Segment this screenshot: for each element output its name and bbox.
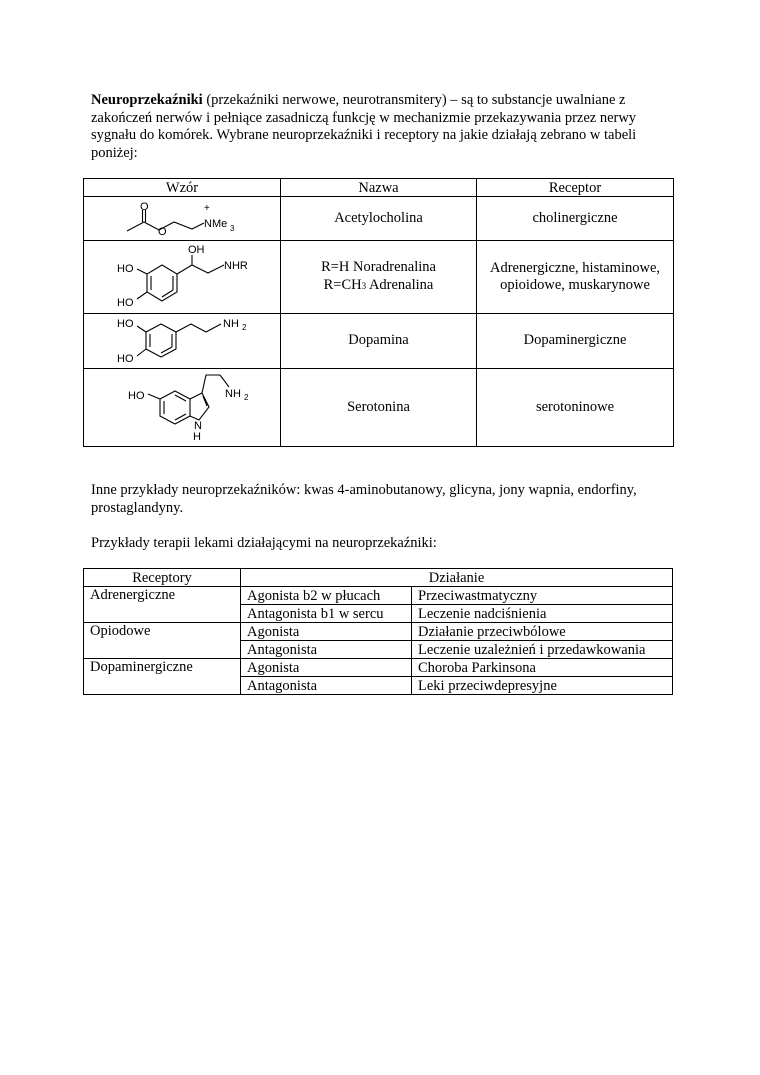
name-line-2-suffix: Adrenalina [366, 276, 434, 293]
formula-acetylcholine [84, 197, 281, 241]
formula-noradrenaline [84, 241, 281, 314]
svg-text:O: O [158, 226, 167, 238]
intro-term: Neuroprzekaźniki [91, 92, 203, 108]
name-cell: Acetylocholina [281, 197, 477, 241]
agent-cell: Agonista [241, 623, 412, 641]
header-name: Nazwa [281, 179, 477, 197]
receptor-group-cell: Opiodowe [84, 623, 241, 659]
acetylcholine-structure [84, 197, 280, 240]
agent-cell: Antagonista [241, 677, 412, 695]
nh2-subscript: 2 [244, 393, 249, 402]
indole-h-label: H [193, 431, 201, 443]
nh2-label: NH [225, 388, 241, 400]
name-line-2-subscript: 3 [361, 280, 367, 291]
ho-label-bottom: HO [117, 297, 134, 309]
formula-dopamine [84, 314, 281, 369]
receptor-cell: Dopaminergiczne [477, 314, 674, 369]
nh2-label: NH [223, 318, 239, 330]
formula-serotonin [84, 369, 281, 447]
svg-text:O: O [140, 201, 149, 213]
table-row [84, 623, 673, 641]
receptor-line-1: Adrenergiczne, histaminowe, [489, 259, 661, 276]
header-formula: Wzór [84, 179, 281, 197]
intro-text: (przekaźniki nerwowe, neurotransmitery) – są to substancje uwalniane z zakończeń nerwów i pełniące zasadniczą funkcję w mechanizmie przekazywania przez nerwy sygnału do komórek. Wybrane neuroprzekaźniki i receptory na jakie działają zebrano w tabeli poniżej: [91, 92, 637, 161]
table-row [84, 197, 674, 241]
receptor-group-cell: Adrenergiczne [84, 587, 241, 623]
effect-cell: Leki przeciwdepresyjne [412, 677, 673, 695]
noradrenaline-structure [84, 241, 280, 313]
table-row [84, 369, 674, 447]
ho-label-bottom: HO [117, 353, 134, 365]
name-cell [281, 241, 477, 314]
receptor-cell: serotoninowe [477, 369, 674, 447]
name-line-1: R=H Noradrenalina [321, 259, 436, 275]
header-receptor: Receptor [477, 179, 674, 197]
ho-label-top: HO [117, 263, 134, 275]
agent-cell: Antagonista [241, 641, 412, 659]
receptor-group-cell: Dopaminergiczne [84, 659, 241, 695]
table-row [84, 314, 674, 369]
name-cell: Serotonina [281, 369, 477, 447]
name-line-2-prefix: R=CH [323, 276, 362, 293]
charge-label: + [204, 203, 210, 214]
other-examples-paragraph: Inne przykłady neuroprzekaźników: kwas 4-aminobutanowy, glicyna, jony wapnia, endorfiny, prostaglandyny. [91, 482, 637, 516]
serotonin-structure [84, 369, 280, 446]
table-row [84, 587, 673, 605]
nme-subscript: 3 [230, 224, 235, 233]
intro-paragraph [91, 92, 681, 162]
table-row [84, 241, 674, 314]
ho-label-top: HO [117, 318, 134, 330]
nme-label: NMe [204, 218, 228, 230]
agent-cell: Antagonista b1 w sercu [241, 605, 412, 623]
oh-label: OH [188, 244, 205, 256]
receptor-cell [477, 241, 674, 314]
ho-label: HO [128, 390, 145, 402]
therapy-table [83, 568, 673, 695]
nh2-subscript: 2 [242, 323, 247, 332]
table-header-row [84, 179, 674, 197]
name-line-2 [281, 277, 476, 296]
therapy-intro-paragraph: Przykłady terapii lekami działającymi na neuroprzekaźniki: [91, 535, 437, 551]
nhr-label: NHR [224, 260, 248, 272]
header-action: Działanie [241, 569, 673, 587]
agent-cell: Agonista b2 w płucach [241, 587, 412, 605]
effect-cell: Leczenie nadciśnienia [412, 605, 673, 623]
name-cell: Dopamina [281, 314, 477, 369]
effect-cell: Leczenie uzależnień i przedawkowania [412, 641, 673, 659]
table-row [84, 659, 673, 677]
effect-cell: Choroba Parkinsona [412, 659, 673, 677]
agent-cell: Agonista [241, 659, 412, 677]
effect-cell: Przeciwastmatyczny [412, 587, 673, 605]
neurotransmitter-table [83, 178, 674, 447]
effect-cell: Działanie przeciwbólowe [412, 623, 673, 641]
header-receptors: Receptory [84, 569, 241, 587]
receptor-cell: cholinergiczne [477, 197, 674, 241]
receptor-line-2: opioidowe, muskarynowe [500, 277, 650, 293]
indole-n-label: N [194, 420, 202, 432]
dopamine-structure [84, 314, 280, 368]
table-header-row [84, 569, 673, 587]
